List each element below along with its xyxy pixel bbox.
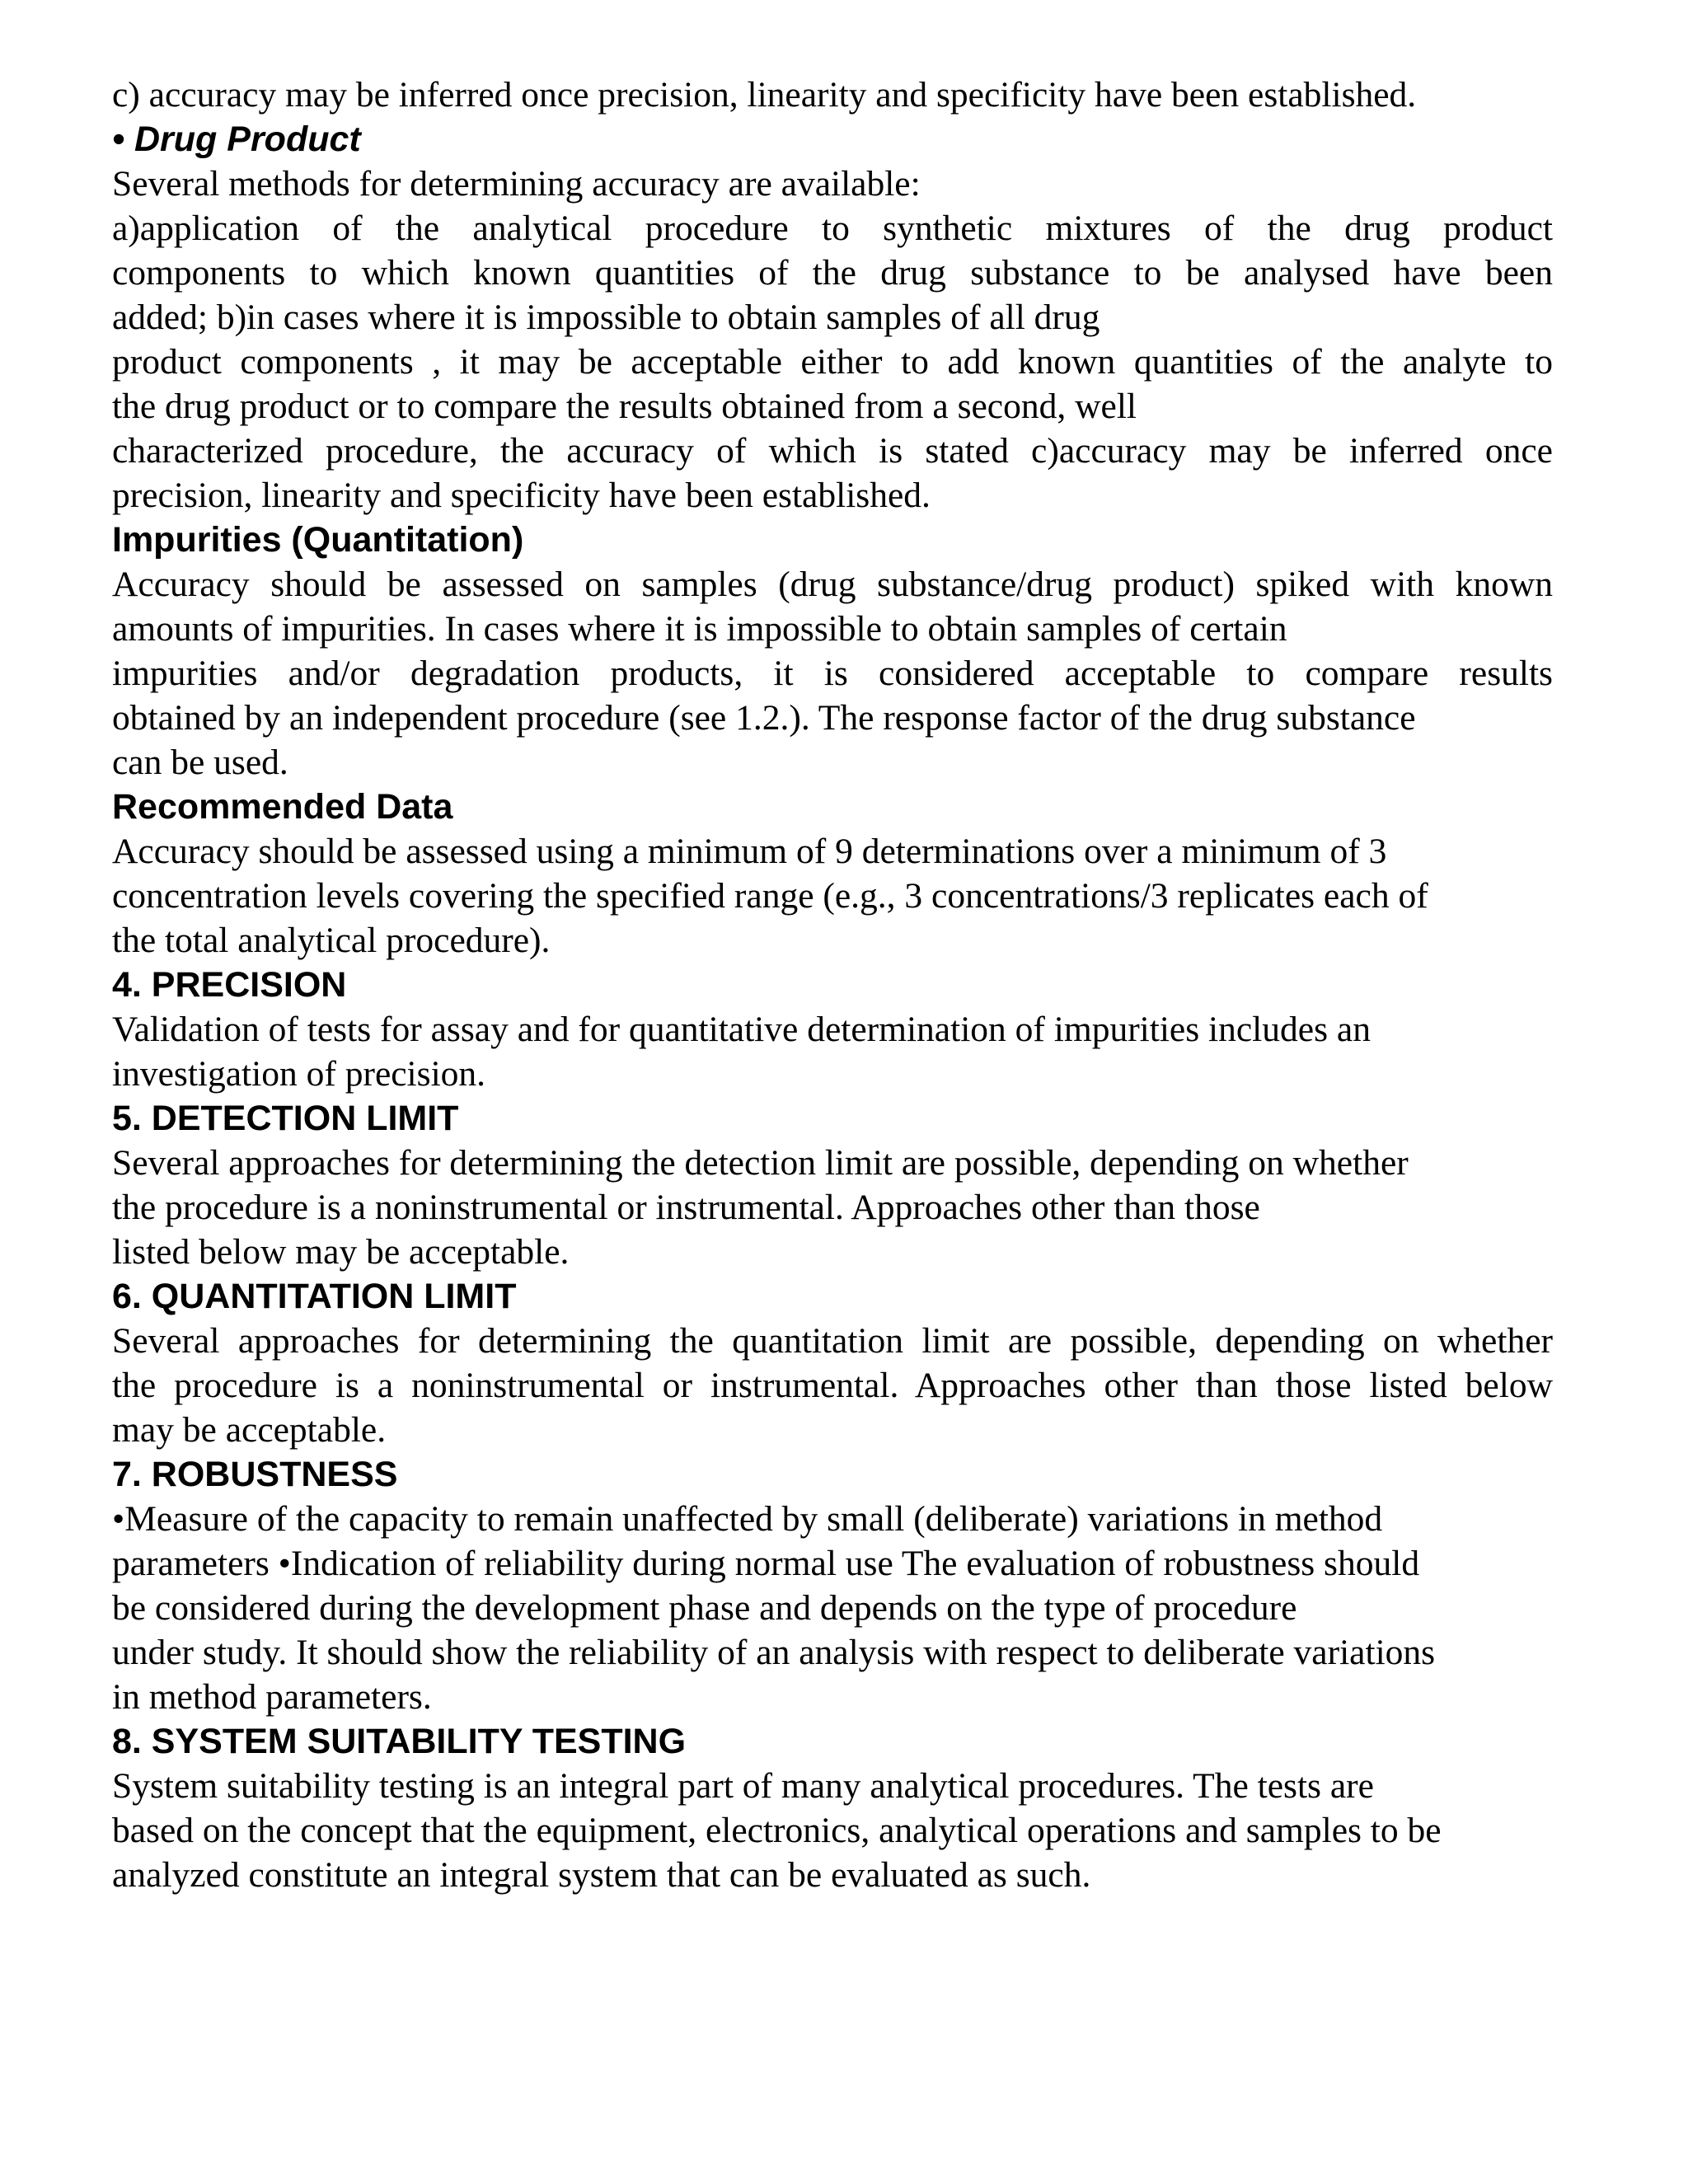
text-line: Several approaches for determining the detection limit are possible, depending on whether bbox=[112, 1143, 1409, 1183]
section-heading: 5. DETECTION LIMIT bbox=[112, 1099, 459, 1138]
section-heading: 4. PRECISION bbox=[112, 965, 347, 1005]
text-line: product components , it may be acceptable either to add known quantities of the analyte to bbox=[112, 342, 1553, 382]
text-line: Several methods for determining accuracy are available: bbox=[112, 164, 921, 204]
text-line: can be used. bbox=[112, 743, 288, 782]
text-line: the drug product or to compare the results obtained from a second, well bbox=[112, 387, 1137, 426]
text-line: under study. It should show the reliability of an analysis with respect to deliberate variations bbox=[112, 1633, 1436, 1672]
text-line: parameters •Indication of reliability during normal use The evaluation of robustness should bbox=[112, 1544, 1420, 1583]
text-line: •Measure of the capacity to remain unaffected by small (deliberate) variations in method bbox=[112, 1499, 1383, 1539]
text-line: obtained by an independent procedure (see 1.2.). The response factor of the drug substance bbox=[112, 698, 1416, 738]
document-page bbox=[112, 73, 1553, 1897]
text-line: Validation of tests for assay and for quantitative determination of impurities includes an bbox=[112, 1010, 1371, 1049]
text-line: analyzed constitute an integral system that can be evaluated as such. bbox=[112, 1855, 1091, 1895]
section-heading: 7. ROBUSTNESS bbox=[112, 1455, 398, 1494]
text-line: the procedure is a noninstrumental or instrumental. Approaches other than those listed below bbox=[112, 1366, 1553, 1405]
text-line: System suitability testing is an integral part of many analytical procedures. The tests are bbox=[112, 1766, 1374, 1806]
text-line: added; b)in cases where it is impossible to obtain samples of all drug bbox=[112, 298, 1100, 337]
text-line: c) accuracy may be inferred once precision, linearity and specificity have been established. bbox=[112, 75, 1417, 115]
text-line: investigation of precision. bbox=[112, 1054, 486, 1094]
section-heading: Recommended Data bbox=[112, 787, 453, 827]
text-line: may be acceptable. bbox=[112, 1410, 387, 1450]
text-line: Accuracy should be assessed using a minimum of 9 determinations over a minimum of 3 bbox=[112, 832, 1387, 871]
text-line: be considered during the development phase and depends on the type of procedure bbox=[112, 1588, 1297, 1628]
text-line: listed below may be acceptable. bbox=[112, 1232, 570, 1272]
text-line: components to which known quantities of the drug substance to be analysed have been bbox=[112, 253, 1553, 293]
text-line: precision, linearity and specificity have been established. bbox=[112, 476, 931, 515]
section-heading: • Drug Product bbox=[112, 120, 361, 159]
text-line: the total analytical procedure). bbox=[112, 921, 551, 960]
text-line: Accuracy should be assessed on samples (drug substance/drug product) spiked with known bbox=[112, 565, 1553, 604]
text-line: based on the concept that the equipment, electronics, analytical operations and samples to be bbox=[112, 1811, 1442, 1850]
text-line: the procedure is a noninstrumental or instrumental. Approaches other than those bbox=[112, 1188, 1260, 1227]
text-line: characterized procedure, the accuracy of which is stated c)accuracy may be inferred once bbox=[112, 431, 1553, 471]
section-heading: 6. QUANTITATION LIMIT bbox=[112, 1277, 517, 1316]
text-line: amounts of impurities. In cases where it is impossible to obtain samples of certain bbox=[112, 609, 1287, 649]
text-line: impurities and/or degradation products, it is considered acceptable to compare results bbox=[112, 654, 1553, 693]
text-line: Several approaches for determining the quantitation limit are possible, depending on whether bbox=[112, 1321, 1553, 1361]
text-line: in method parameters. bbox=[112, 1677, 432, 1717]
text-line: a)application of the analytical procedure to synthetic mixtures of the drug product bbox=[112, 209, 1553, 248]
text-line: concentration levels covering the specified range (e.g., 3 concentrations/3 replicates each of bbox=[112, 876, 1428, 916]
section-heading: 8. SYSTEM SUITABILITY TESTING bbox=[112, 1722, 687, 1761]
section-heading: Impurities (Quantitation) bbox=[112, 520, 524, 560]
